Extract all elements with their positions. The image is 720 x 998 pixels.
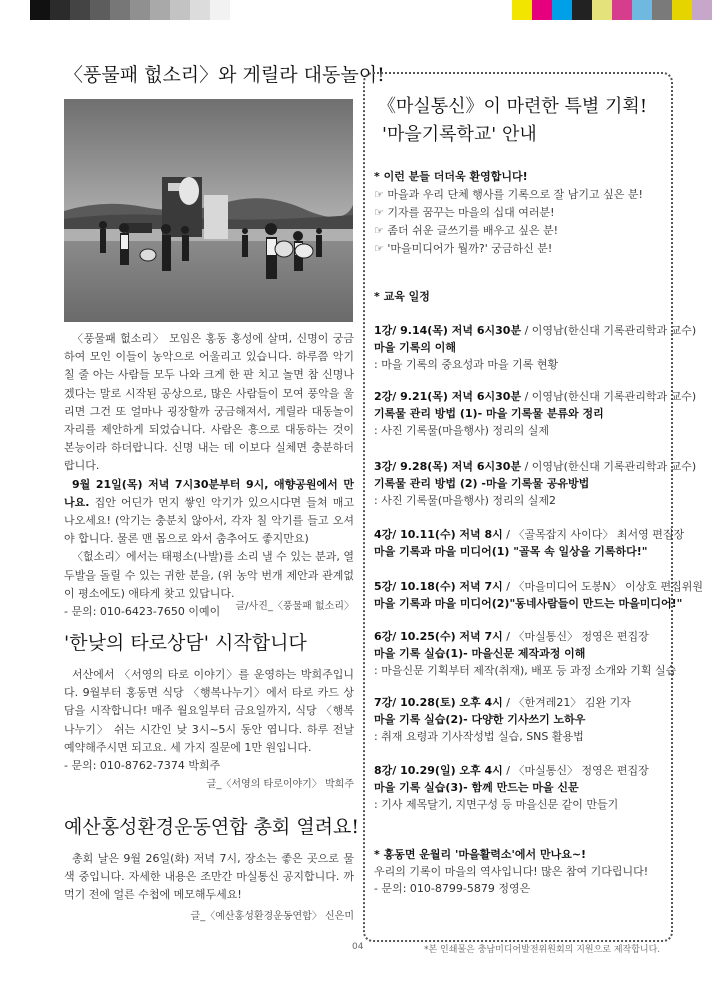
session-6-topic: 마을 기록 실습(1)- 마을신문 제작과정 이해 bbox=[374, 647, 586, 660]
article3-body bbox=[64, 850, 354, 905]
session-8-topic: 마을 기록 실습(3)- 함께 만드는 마을 신문 bbox=[374, 781, 579, 794]
session-3-lecturer: / 이영남(한신대 기록관리학과 교수) bbox=[521, 460, 697, 473]
article1-paragraph3: 〈헚소리〉에서는 태평소(나발)를 소리 낼 수 있는 분과, 열두발을 돌릴 수 있는 귀한 분을, (위 농악 번개 제안과 관계없이 평소에도) 애타게 찾고 있답니다. bbox=[64, 550, 354, 600]
session-4 bbox=[374, 526, 684, 560]
session-3-topic: 기록물 관리 방법 (2) -마을 기록물 공유방법 bbox=[374, 477, 590, 490]
article1-highlight: 9월 21일(목) 저녁 7시30분부터 9시, 애향공원에서 만나요. bbox=[64, 477, 354, 509]
session-6-date: 6강/ 10.25(수) 저녁 7시 bbox=[374, 630, 503, 643]
session-2-topic: 기록물 관리 방법 (1)- 마을 기록물 분류와 정리 bbox=[374, 407, 604, 420]
welcome-item: ☞ 기자를 꿈꾸는 마을의 십대 여러분! bbox=[374, 206, 555, 219]
session-3 bbox=[374, 458, 696, 509]
session-3-detail: : 사진 기록물(마을행사) 정리의 실제2 bbox=[374, 494, 557, 507]
session-8-detail: : 기사 제목달기, 지면구성 등 마을신문 같이 만들기 bbox=[374, 798, 619, 811]
session-1-lecturer: / 이영남(한신대 기록관리학과 교수) bbox=[521, 324, 697, 337]
sidebar-footer-line: 우리의 기록이 마을의 역사입니다! 많은 참여 기다립니다! bbox=[374, 865, 649, 878]
sidebar-footer bbox=[374, 846, 648, 897]
sidebar-title-line1: 《마실통신》이 마련한 특별 기획! bbox=[378, 96, 648, 117]
schedule-heading: * 교육 일정 bbox=[374, 290, 430, 303]
session-7-topic: 마을 기록 실습(2)- 다양한 기사쓰기 노하우 bbox=[374, 713, 586, 726]
article3-title: 예산홍성환경운동연합 총회 열려요! bbox=[64, 816, 360, 838]
sidebar-footer-contact: - 문의: 010-8799-5879 정영은 bbox=[374, 882, 531, 895]
session-8 bbox=[374, 762, 649, 813]
session-2-lecturer: / 이영남(한신대 기록관리학과 교수) bbox=[521, 390, 697, 403]
session-8-lecturer: / 〈마실통신〉 정영은 편집장 bbox=[502, 764, 649, 777]
article2-paragraph: 서산에서 〈서영의 타로 이야기〉를 운영하는 박희주입니다. 9월부터 홍동면 식당 〈행복나누기〉에서 타로 카드 상담을 시작합니다! 매주 월요일부터 금요일까지, 식당 〈행복나누기〉 쉬는 시간인 낮 3시~5시 동안 엽니다. 하루 전날 예약해주시면 되고요. 세 가지 질문에 1만 원입니다. bbox=[64, 668, 354, 754]
session-5 bbox=[374, 578, 703, 612]
article1-credit: 글/사진_〈풍물패 헚소리〉 bbox=[235, 601, 354, 612]
session-7-lecturer: / 〈한겨레21〉 김완 기자 bbox=[502, 696, 631, 709]
color-registration-bar bbox=[512, 0, 712, 20]
article3-paragraph: 총회 날은 9월 26일(화) 저녁 7시, 장소는 좋은 곳으로 물색 중입니다. 자세한 내용은 조만간 마실통신 공지합니다. 까먹기 전에 얼른 수첩에 메모해두세요! bbox=[64, 852, 354, 902]
session-6-lecturer: / 〈마실통신〉 정영은 편집장 bbox=[502, 630, 649, 643]
session-1-topic: 마을 기록의 이해 bbox=[374, 341, 457, 354]
article3-credit: 글_〈예산홍성환경운동연합〉 신은미 bbox=[190, 911, 354, 922]
welcome-item: ☞ '마을미디어가 뭘까?' 궁금하신 분! bbox=[374, 242, 553, 255]
session-6 bbox=[374, 628, 676, 679]
session-5-lecturer: / 〈마을미디어 도봉N〉 이상호 편집위원 bbox=[502, 580, 703, 593]
article1-title: 〈풍물패 헚소리〉와 게릴라 대동놀이! bbox=[64, 64, 385, 86]
session-4-lecturer: / 〈골목잡지 사이다〉 최서영 편집장 bbox=[502, 528, 685, 541]
article1-contact: - 문의: 010-6423-7650 이예이 bbox=[64, 605, 221, 619]
session-7 bbox=[374, 694, 631, 745]
article2-title: '한낮의 타로상담' 시작합니다 bbox=[64, 632, 307, 654]
parade-photo-image bbox=[64, 99, 353, 322]
welcome-heading: * 이런 분들 더더욱 환영합니다! bbox=[374, 170, 528, 183]
article1-paragraph2: 집안 어딘가 먼지 쌓인 악기가 있으시다면 들쳐 매고 나오세요! (악기는 충분치 않아서, 각자 칠 악기를 들고 오셔야 합니다. 물론 맨 몸으로 와서 춤추어도 좋지만요) bbox=[64, 495, 354, 546]
session-7-date: 7강/ 10.28(토) 오후 4시 bbox=[374, 696, 503, 709]
session-3-date: 3강/ 9.28(목) 저녁 6시30분 bbox=[374, 460, 522, 473]
page-number: 04 bbox=[352, 942, 364, 952]
grayscale-registration-bar bbox=[30, 0, 230, 20]
welcome-item: ☞ 마을과 우리 단체 행사를 기록으로 잘 남기고 싶은 분! bbox=[374, 188, 643, 201]
session-1-date: 1강/ 9.14(목) 저녁 6시30분 bbox=[374, 324, 522, 337]
footer-note: *본 인쇄물은 충남미디어발전위원회의 지원으로 제작합니다. bbox=[424, 945, 661, 955]
session-6-detail: : 마을신문 기획부터 제작(취재), 배포 등 과정 소개와 기획 실습 bbox=[374, 664, 677, 677]
session-2-detail: : 사진 기록물(마을행사) 정리의 실제 bbox=[374, 424, 550, 437]
sidebar-footer-heading: * 홍동면 운월리 '마을활력소'에서 만나요~! bbox=[374, 848, 587, 861]
session-1-detail: : 마을 기록의 중요성과 마을 기록 현황 bbox=[374, 358, 559, 371]
session-7-detail: : 취재 요령과 기사작성법 실습, SNS 활용법 bbox=[374, 730, 584, 743]
session-2-date: 2강/ 9.21(목) 저녁 6시30분 bbox=[374, 390, 522, 403]
article2-contact: - 문의: 010-8762-7374 박희주 bbox=[64, 759, 221, 773]
welcome-item: ☞ 좀더 쉬운 글쓰기를 배우고 싶은 분! bbox=[374, 224, 559, 237]
parade-photo bbox=[64, 99, 353, 322]
article1-paragraph: 〈풍물패 헚소리〉 모임은 홍동 홍성에 살며, 신명이 궁금하여 모인 이들이 농악으로 어울리고 있습니다. 하루쯤 악기 칠 줄 아는 사람들 모두 나와 크게 한 판 치고 놀면 참 신명나겠다는 말로 시작된 공상으로, 많은 사람들이 모여 풍악을 울리면 그건 또 얼마나 굉장할까 궁금해져서, 게릴라 대동놀이 자리를 제안하게 되었습니다. 사람은 흥으로 대동하는 것이 본능이라 하더랍니다. 신명 내는 데 이보다 실체면 충분하더랍니다. bbox=[64, 332, 354, 473]
article2-credit: 글_〈서영의 타로이야기〉 박희주 bbox=[206, 779, 354, 790]
session-8-date: 8강/ 10.29(일) 오후 4시 bbox=[374, 764, 503, 777]
sidebar-title-line2: '마을기록학교' 안내 bbox=[382, 124, 537, 145]
session-2 bbox=[374, 388, 696, 439]
session-5-topic: 마을 기록과 마을 미디어(2)"동네사람들이 만드는 마을미디어!" bbox=[374, 597, 683, 610]
article1-body bbox=[64, 330, 354, 621]
session-4-topic: 마을 기록과 마을 미디어(1) "골목 속 일상을 기록하다!" bbox=[374, 545, 648, 558]
session-4-date: 4강/ 10.11(수) 저녁 8시 bbox=[374, 528, 503, 541]
session-5-date: 5강/ 10.18(수) 저녁 7시 bbox=[374, 580, 503, 593]
article2-body bbox=[64, 666, 354, 775]
session-1 bbox=[374, 322, 696, 373]
